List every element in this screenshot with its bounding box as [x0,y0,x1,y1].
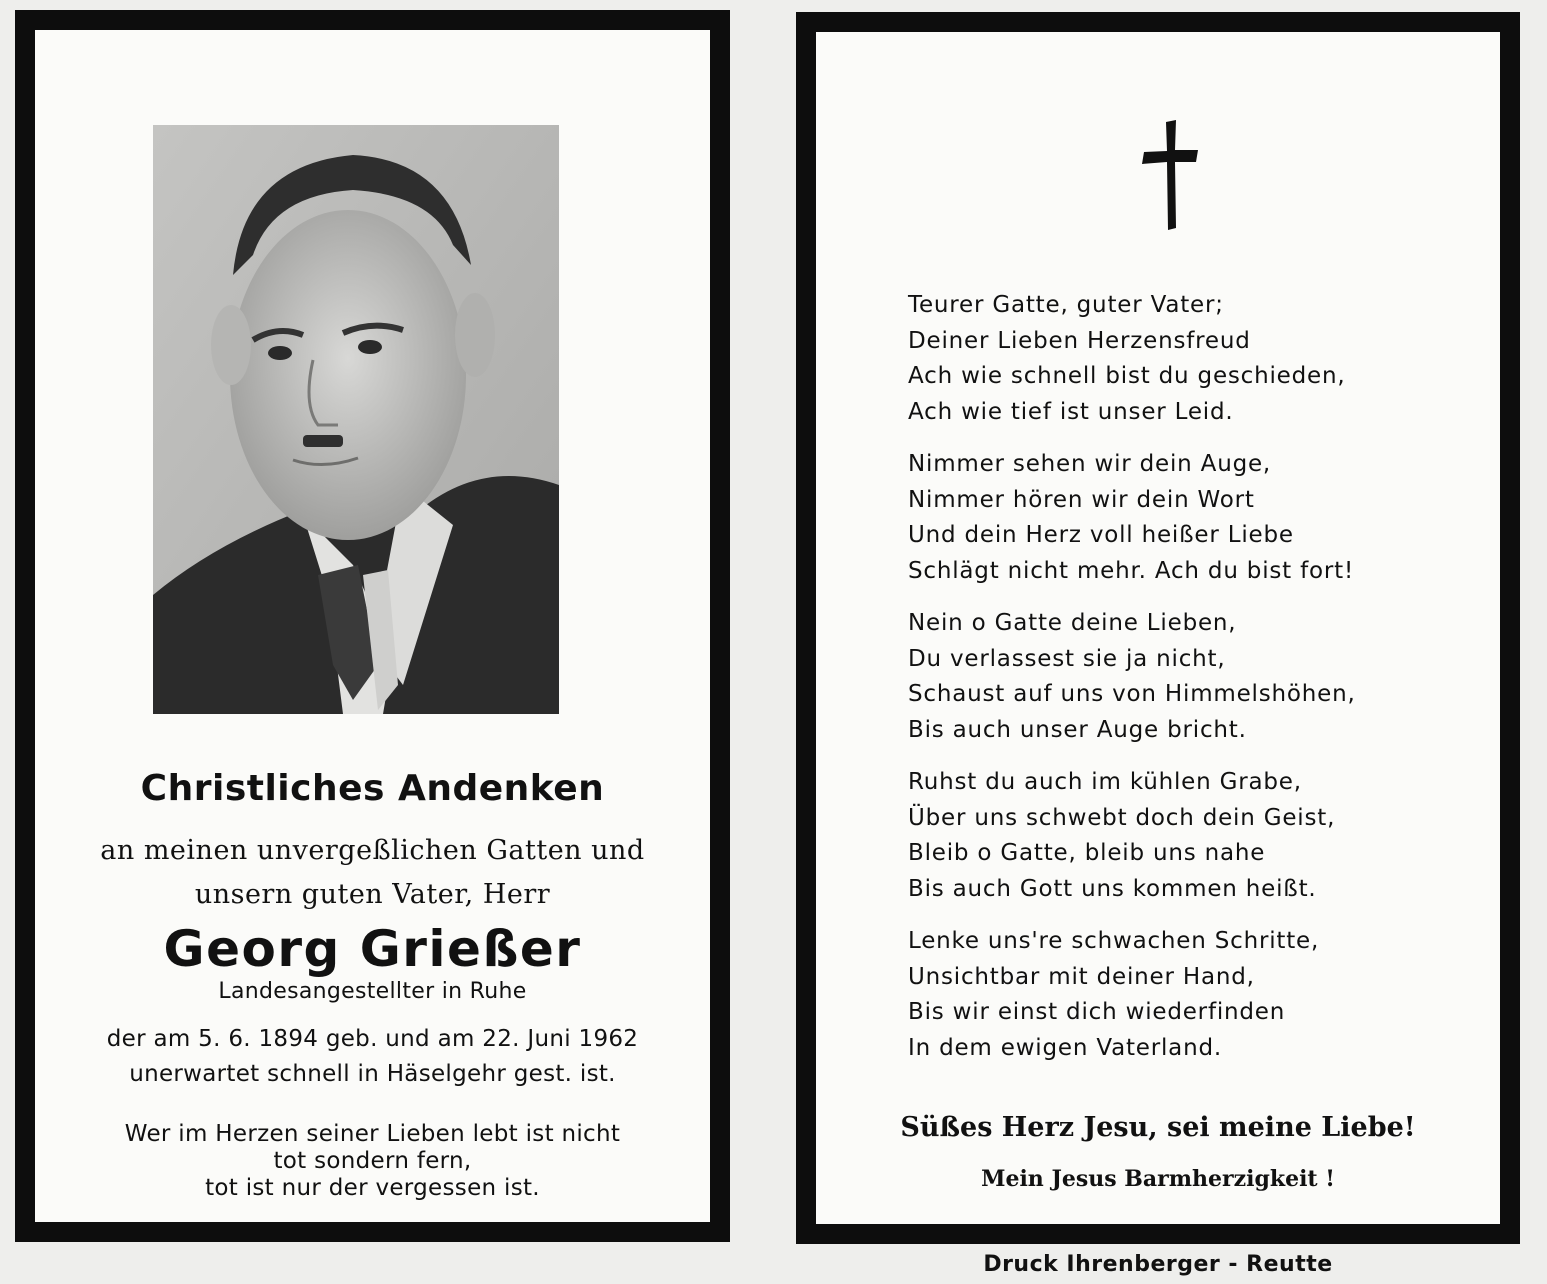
quote-line: Wer im Herzen seiner Lieben lebt ist nicht [124,1121,621,1147]
poem [908,288,1356,1083]
memorial-card-front [15,10,730,1242]
poem-stanza [908,765,1356,907]
quote-line: tot sondern fern, [273,1148,472,1174]
poem-line: Teurer Gatte, guter Vater; [908,292,1224,318]
poem-line: Unsichtbar mit deiner Hand, [908,963,1255,990]
poem-line: Bis auch Gott uns kommen heißt. [908,875,1317,902]
poem-stanza [908,924,1356,1066]
poem-line: In dem ewigen Vaterland. [908,1034,1222,1061]
life-dates: der am 5. 6. 1894 geb. und am 22. Juni 1962 [106,1026,639,1052]
poem-line: Schaust auf uns von Himmelshöhen, [908,681,1356,707]
poem-line: Deiner Lieben Herzensfreud [908,327,1251,354]
prayer-line: Süßes Herz Jesu, sei meine Liebe! [900,1112,1416,1143]
poem-line: Bis auch unser Auge bricht. [908,716,1247,743]
prayer-line: Mein Jesus Barmherzigkeit ! [981,1166,1335,1192]
deceased-name: Georg Grießer [163,920,582,978]
poem-line: Nimmer hören wir dein Wort [908,486,1255,513]
poem-stanza [908,606,1356,748]
dedication-line: an meinen unvergeßlichen Gatten und [100,835,645,866]
death-place: unerwartet schnell in Häselgehr gest. ist. [129,1061,616,1087]
occupation: Landesangestellter in Ruhe [218,979,527,1004]
memorial-card-back [796,12,1520,1244]
poem-line: Nimmer sehen wir dein Auge, [908,451,1272,477]
poem-line: Ach wie tief ist unser Leid. [908,398,1234,425]
cross-icon [1142,120,1198,230]
poem-line: Lenke uns're schwachen Schritte, [908,928,1320,954]
quote-line: tot ist nur der vergessen ist. [205,1175,540,1201]
poem-line: Schlägt nicht mehr. Ach du bist fort! [908,557,1354,584]
poem-line: Ach wie schnell bist du geschieden, [908,363,1346,389]
printer-credit: Druck Ihrenberger - Reutte [983,1252,1333,1277]
poem-line: Über uns schwebt doch dein Geist, [908,804,1336,831]
poem-stanza [908,447,1356,589]
poem-line: Bis wir einst dich wiederfinden [908,999,1286,1025]
memorial-quote [35,1121,710,1202]
poem-line: Nein o Gatte deine Lieben, [908,610,1237,636]
poem-line: Bleib o Gatte, bleib uns nahe [908,840,1266,866]
poem-stanza [908,288,1356,430]
poem-line: Und dein Herz voll heißer Liebe [908,522,1294,548]
portrait-photo [153,125,559,714]
dedication-line: unsern guten Vater, Herr [194,879,551,910]
card-title: Christliches Andenken [140,768,605,809]
poem-line: Ruhst du auch im kühlen Grabe, [908,769,1302,795]
poem-line: Du verlassest sie ja nicht, [908,645,1226,672]
